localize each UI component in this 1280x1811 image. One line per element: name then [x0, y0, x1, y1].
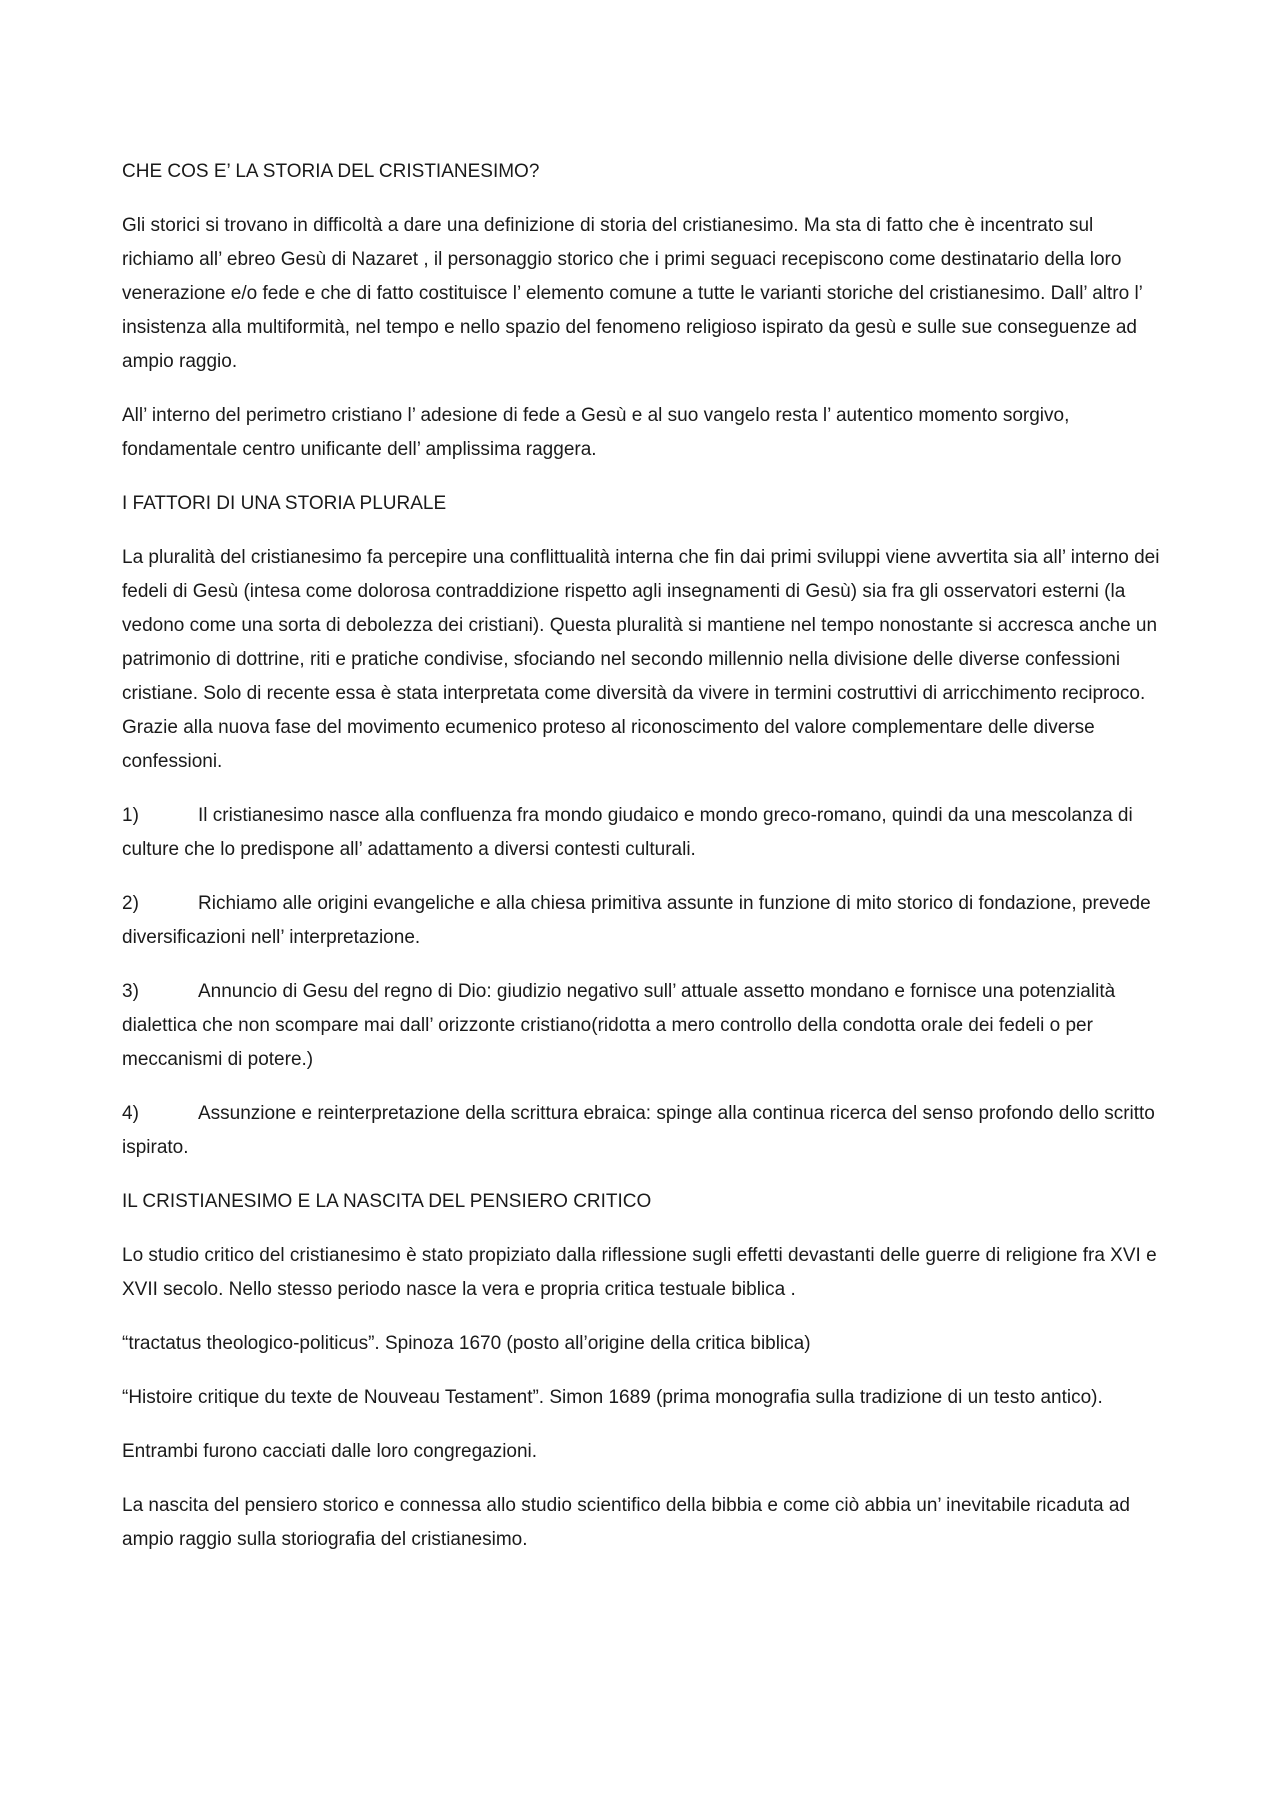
paragraph-definizione: Gli storici si trovano in difficoltà a dare una definizione di storia del cristianesimo. Ma sta di fatto che è incentrato sul richiamo all’ ebreo Gesù di Nazaret , il personaggio storico che i primi seguaci recepiscono come destinatario della loro venerazione e/o fede e che di fatto costituisce l’ elemento comune a tutte le varianti storiche del cristianesimo. Dall’ altro l’ insistenza alla multiformità, nel tempo e nello spazio del fenomeno religioso ispirato da gesù e sulle sue conseguenze ad ampio raggio. — [122, 215, 1143, 372]
list-text: Annuncio di Gesu del regno di Dio: giudizio negativo sull’ attuale assetto mondano e fornisce una potenzialità dialettica che non scompare mai dall’ orizzonte cristiano(ridotta a mero controllo della condotta orale dei fedeli o per meccanismi di potere.) — [122, 981, 1116, 1070]
list-number: 3) — [122, 981, 139, 1002]
list-item-1 — [122, 799, 1164, 867]
list-text: Richiamo alle origini evangeliche e alla chiesa primitiva assunte in funzione di mito storico di fondazione, prevede diversificazioni nell’ interpretazione. — [122, 893, 1151, 948]
heading-pensiero-critico: IL CRISTIANESIMO E LA NASCITA DEL PENSIERO CRITICO — [122, 1191, 652, 1212]
document-body — [122, 155, 1164, 1577]
list-item-2 — [122, 887, 1164, 955]
list-item-4 — [122, 1097, 1164, 1165]
paragraph-congregazioni: Entrambi furono cacciati dalle loro congregazioni. — [122, 1441, 538, 1462]
heading-fattori-storia-plurale: I FATTORI DI UNA STORIA PLURALE — [122, 493, 447, 514]
heading-storia-cristianesimo: CHE COS E’ LA STORIA DEL CRISTIANESIMO? — [122, 161, 540, 182]
list-text: Assunzione e reinterpretazione della scrittura ebraica: spinge alla continua ricerca del senso profondo dello scritto ispirato. — [122, 1103, 1155, 1158]
list-item-3 — [122, 975, 1164, 1077]
paragraph-spinoza: “tractatus theologico-politicus”. Spinoza 1670 (posto all’origine della critica biblica) — [122, 1333, 811, 1354]
paragraph-pensiero-storico: La nascita del pensiero storico e connessa allo studio scientifico della bibbia e come ciò abbia un’ inevitabile ricaduta ad ampio raggio sulla storiografia del cristianesimo. — [122, 1495, 1130, 1550]
paragraph-perimetro-cristiano: All’ interno del perimetro cristiano l’ adesione di fede a Gesù e al suo vangelo resta l’ autentico momento sorgivo, fondamentale centro unificante dell’ amplissima raggera. — [122, 405, 1070, 460]
paragraph-simon: “Histoire critique du texte de Nouveau Testament”. Simon 1689 (prima monografia sulla tradizione di un testo antico). — [122, 1387, 1103, 1408]
list-text: Il cristianesimo nasce alla confluenza fra mondo giudaico e mondo greco-romano, quindi da una mescolanza di culture che lo predispone all’ adattamento a diversi contesti culturali. — [122, 805, 1133, 860]
paragraph-studio-critico: Lo studio critico del cristianesimo è stato propiziato dalla riflessione sugli effetti devastanti delle guerre di religione fra XVI e XVII secolo. Nello stesso periodo nasce la vera e propria critica testuale biblica . — [122, 1245, 1157, 1300]
list-number: 4) — [122, 1103, 139, 1124]
paragraph-pluralita: La pluralità del cristianesimo fa percepire una conflittualità interna che fin dai primi sviluppi viene avvertita sia all’ interno dei fedeli di Gesù (intesa come dolorosa contraddizione rispetto agli insegnamenti di Gesù) sia fra gli osservatori esterni (la vedono come una sorta di debolezza dei cristiani). Questa pluralità si mantiene nel tempo nonostante si accresca anche un patrimonio di dottrine, riti e pratiche condivise, sfociando nel secondo millennio nella divisione delle diverse confessioni cristiane. Solo di recente essa è stata interpretata come diversità da vivere in termini costruttivi di arricchimento reciproco. Grazie alla nuova fase del movimento ecumenico proteso al riconoscimento del valore complementare delle diverse confessioni. — [122, 547, 1160, 772]
list-number: 2) — [122, 893, 139, 914]
list-number: 1) — [122, 805, 139, 826]
